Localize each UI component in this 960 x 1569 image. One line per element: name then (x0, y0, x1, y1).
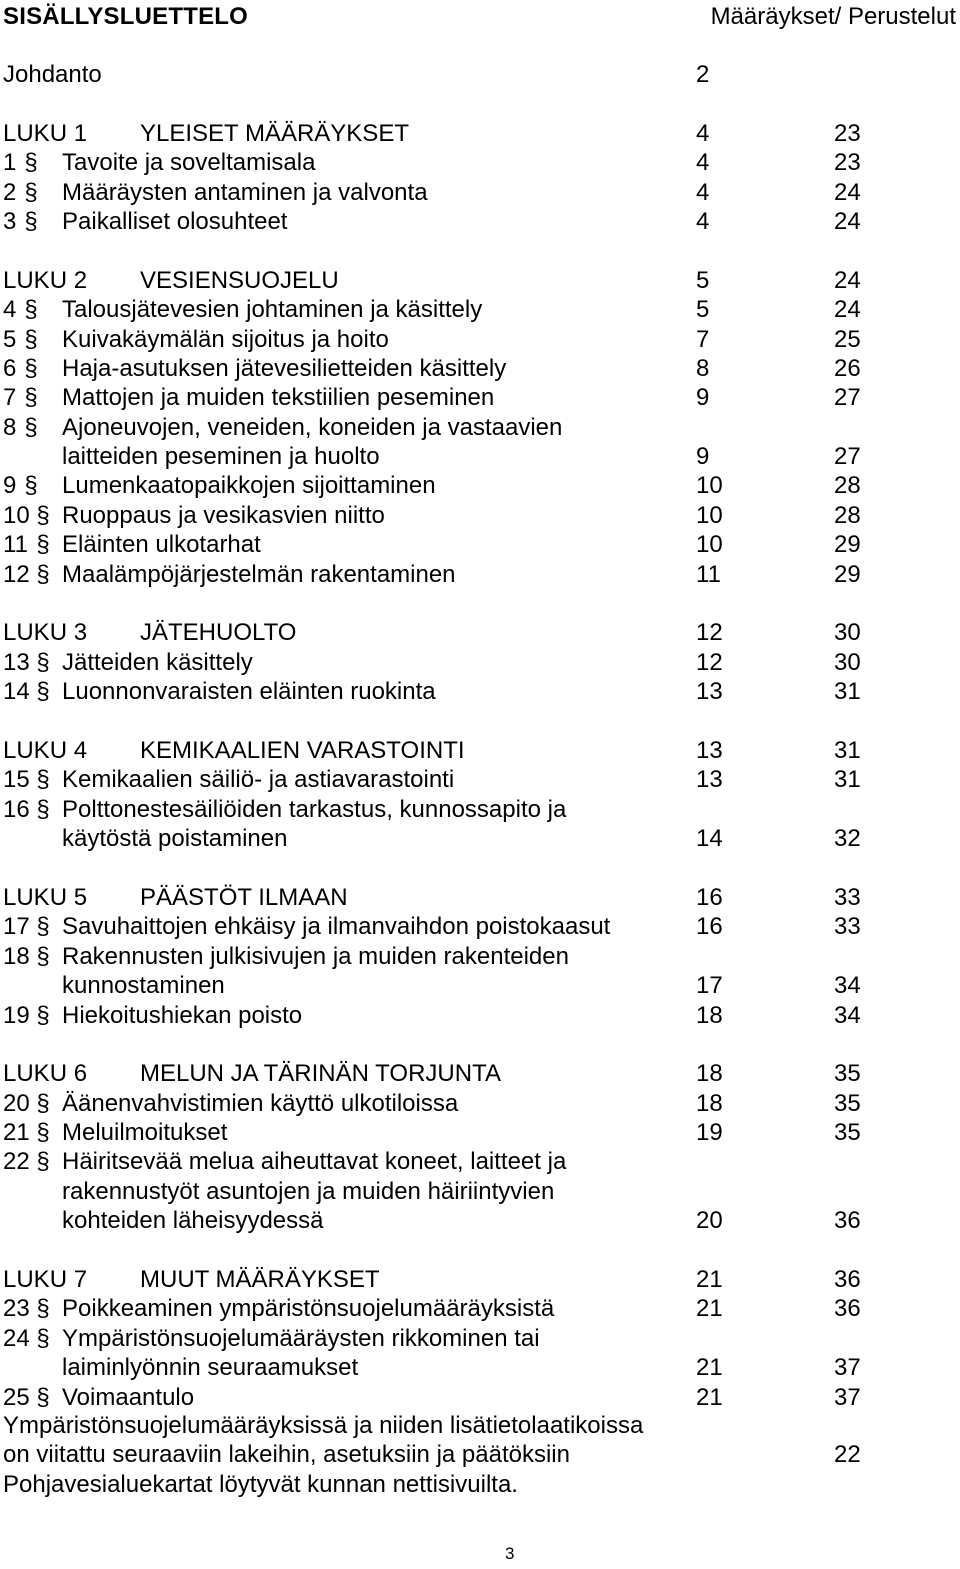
section-title: kunnostaminen (62, 972, 225, 1000)
section-title: rakennustyöt asuntojen ja muiden häiriintyvien (62, 1177, 555, 1205)
section-title: kohteiden läheisyydessä (62, 1207, 324, 1235)
section-sign-icon: § (24, 325, 38, 353)
section-title: Poikkeaminen ympäristönsuojelumääräyksistä (62, 1295, 555, 1323)
section-title: Kuivakäymälän sijoitus ja hoito (62, 325, 389, 353)
section-row (0, 1147, 960, 1176)
footer-note (3, 1411, 903, 1499)
section-sign-icon: § (36, 1119, 50, 1147)
page-title: SISÄLLYSLUETTELO (3, 3, 249, 30)
rationale-page: 30 (834, 648, 861, 676)
chapter-title: YLEISET MÄÄRÄYKSET (140, 119, 409, 147)
section-number: 23 (3, 1295, 30, 1323)
section-title: Jätteiden käsittely (62, 648, 253, 676)
toc-header (0, 0, 960, 34)
section-row (0, 413, 960, 442)
chapter-title: MELUN JA TÄRINÄN TORJUNTA (140, 1060, 501, 1088)
section-row (0, 912, 960, 941)
chapter-row (0, 266, 960, 295)
section-row (0, 795, 960, 824)
section-row (0, 1089, 960, 1118)
section-row (0, 325, 960, 354)
rationale-page: 34 (834, 972, 861, 1000)
section-row (0, 1383, 960, 1412)
chapter-label: LUKU 1 (3, 119, 88, 147)
rationale-page: 28 (834, 501, 861, 529)
section-title: Ruoppaus ja vesikasvien niitto (62, 501, 385, 529)
section-number: 9 (3, 472, 17, 500)
section-sign-icon: § (36, 501, 50, 529)
rationale-page: 35 (834, 1119, 861, 1147)
section-spacer (0, 89, 960, 118)
rationale-page: 31 (834, 678, 861, 706)
section-row (0, 207, 960, 236)
section-number: 16 (3, 795, 30, 823)
section-title: laitteiden peseminen ja huolto (62, 443, 380, 471)
regulation-page: 14 (696, 825, 723, 853)
section-title: Luonnonvaraisten eläinten ruokinta (62, 678, 436, 706)
regulation-page: 16 (696, 883, 723, 911)
section-row (0, 1118, 960, 1147)
section-sign-icon: § (36, 1148, 50, 1176)
section-row (0, 354, 960, 383)
section-title: Rakennusten julkisivujen ja muiden rakenteiden (62, 942, 569, 970)
chapter-label: LUKU 7 (3, 1266, 88, 1294)
rationale-page: 30 (834, 619, 861, 647)
regulation-page: 7 (696, 325, 710, 353)
section-row (0, 530, 960, 559)
section-row (0, 148, 960, 177)
section-sign-icon: § (24, 354, 38, 382)
chapter-label: LUKU 6 (3, 1060, 88, 1088)
section-number: 4 (3, 296, 17, 324)
rationale-page: 37 (834, 1354, 861, 1382)
regulation-page: 21 (696, 1266, 723, 1294)
regulation-page: 13 (696, 766, 723, 794)
section-title: Hiekoitushiekan poisto (62, 1001, 303, 1029)
section-title: Tavoite ja soveltamisala (62, 149, 316, 177)
section-number: 24 (3, 1324, 30, 1352)
chapter-label: LUKU 3 (3, 619, 88, 647)
chapter-row (0, 883, 960, 912)
section-row (0, 471, 960, 500)
section-number: 22 (3, 1148, 30, 1176)
rationale-page: 31 (834, 736, 861, 764)
section-row (0, 942, 960, 971)
section-number: 5 (3, 325, 17, 353)
chapter-label: LUKU 2 (3, 266, 88, 294)
section-sign-icon: § (24, 472, 38, 500)
section-sign-icon: § (24, 149, 38, 177)
section-row-continuation (0, 1206, 960, 1235)
section-title: Meluilmoitukset (62, 1119, 228, 1147)
section-row-continuation (0, 1177, 960, 1206)
regulation-page: 21 (696, 1354, 723, 1382)
regulation-page: 2 (696, 61, 710, 88)
section-number: 17 (3, 913, 30, 941)
table-of-contents (0, 60, 960, 1412)
section-title: Eläinten ulkotarhat (62, 531, 261, 559)
section-row-continuation (0, 971, 960, 1000)
section-title: Ympäristönsuojelumääräysten rikkominen tai (62, 1324, 540, 1352)
section-title: Määräysten antaminen ja valvonta (62, 178, 428, 206)
rationale-page: 36 (834, 1207, 861, 1235)
section-title: laiminlyönnin seuraamukset (62, 1354, 359, 1382)
section-sign-icon: § (24, 178, 38, 206)
rationale-page: 24 (834, 178, 861, 206)
section-title: Lumenkaatopaikkojen sijoittaminen (62, 472, 436, 500)
section-number: 10 (3, 501, 30, 529)
regulation-page: 9 (696, 443, 710, 471)
section-row (0, 677, 960, 706)
section-title: käytöstä poistaminen (62, 825, 288, 853)
chapter-title: KEMIKAALIEN VARASTOINTI (140, 736, 465, 764)
section-sign-icon: § (36, 1295, 50, 1323)
regulation-page: 5 (696, 296, 710, 324)
regulation-page: 4 (696, 178, 710, 206)
regulation-page: 21 (696, 1295, 723, 1323)
section-sign-icon: § (24, 384, 38, 412)
section-sign-icon: § (36, 560, 50, 588)
footer-note-page: 22 (834, 1441, 861, 1469)
section-number: 3 (3, 207, 17, 235)
rationale-page: 23 (834, 149, 861, 177)
regulation-page: 21 (696, 1383, 723, 1411)
regulation-page: 18 (696, 1001, 723, 1029)
chapter-label: LUKU 4 (3, 736, 88, 764)
section-sign-icon: § (36, 1089, 50, 1117)
section-spacer (0, 854, 960, 883)
section-sign-icon: § (36, 766, 50, 794)
regulation-page: 16 (696, 913, 723, 941)
regulation-page: 4 (696, 119, 710, 147)
regulation-page: 19 (696, 1119, 723, 1147)
regulation-page: 10 (696, 472, 723, 500)
rationale-page: 27 (834, 384, 861, 412)
section-number: 2 (3, 178, 17, 206)
section-row (0, 560, 960, 589)
page-number: 3 (505, 1544, 515, 1563)
regulation-page: 12 (696, 648, 723, 676)
section-sign-icon: § (36, 913, 50, 941)
section-number: 15 (3, 766, 30, 794)
section-number: 1 (3, 149, 17, 177)
rationale-page: 27 (834, 443, 861, 471)
toc-row-intro (0, 60, 960, 89)
rationale-page: 37 (834, 1383, 861, 1411)
section-title: Savuhaittojen ehkäisy ja ilmanvaihdon poistokaasut (62, 913, 611, 941)
section-number: 18 (3, 942, 30, 970)
section-number: 14 (3, 678, 30, 706)
regulation-page: 4 (696, 149, 710, 177)
chapter-row (0, 119, 960, 148)
section-title: Voimaantulo (62, 1383, 195, 1411)
regulation-page: 11 (696, 560, 721, 588)
section-title: Kemikaalien säiliö- ja astiavarastointi (62, 766, 455, 794)
section-number: 8 (3, 413, 17, 441)
section-sign-icon: § (36, 1324, 50, 1352)
section-row (0, 1001, 960, 1030)
section-sign-icon: § (24, 207, 38, 235)
rationale-page: 34 (834, 1001, 861, 1029)
chapter-title: JÄTEHUOLTO (140, 619, 297, 647)
section-spacer (0, 589, 960, 618)
regulation-page: 8 (696, 354, 710, 382)
section-sign-icon: § (36, 795, 50, 823)
section-number: 25 (3, 1383, 30, 1411)
section-row (0, 501, 960, 530)
regulation-page: 18 (696, 1089, 723, 1117)
section-title: Ajoneuvojen, veneiden, koneiden ja vastaavien (62, 413, 563, 441)
rationale-page: 24 (834, 207, 861, 235)
rationale-page: 28 (834, 472, 861, 500)
rationale-page: 24 (834, 266, 861, 294)
section-number: 21 (3, 1119, 30, 1147)
section-row-continuation (0, 1353, 960, 1382)
rationale-page: 33 (834, 913, 861, 941)
section-row (0, 178, 960, 207)
regulation-page: 9 (696, 384, 710, 412)
rationale-page: 35 (834, 1060, 861, 1088)
section-number: 7 (3, 384, 17, 412)
section-number: 6 (3, 354, 17, 382)
rationale-page: 32 (834, 825, 861, 853)
section-title: Mattojen ja muiden tekstiilien peseminen (62, 384, 495, 412)
section-spacer (0, 236, 960, 265)
regulation-page: 5 (696, 266, 710, 294)
footer-note-line: Ympäristönsuojelumääräyksissä ja niiden lisätietolaatikoissa (3, 1412, 644, 1439)
section-number: 13 (3, 648, 30, 676)
section-row (0, 295, 960, 324)
section-sign-icon: § (36, 678, 50, 706)
chapter-row (0, 736, 960, 765)
chapter-title: MUUT MÄÄRÄYKSET (140, 1266, 380, 1294)
section-title: Äänenvahvistimien käyttö ulkotiloissa (62, 1089, 459, 1117)
chapter-label: LUKU 5 (3, 883, 88, 911)
rationale-page: 35 (834, 1089, 861, 1117)
chapter-row (0, 1059, 960, 1088)
section-sign-icon: § (36, 1001, 50, 1029)
regulation-page: 20 (696, 1207, 723, 1235)
section-number: 12 (3, 560, 30, 588)
rationale-page: 36 (834, 1266, 861, 1294)
section-number: 11 (3, 531, 28, 559)
regulation-page: 18 (696, 1060, 723, 1088)
chapter-title: PÄÄSTÖT ILMAAN (140, 883, 348, 911)
section-number: 19 (3, 1001, 30, 1029)
footer-note-line: on viitattu seuraaviin lakeihin, asetuksiin ja päätöksiin 22 (3, 1441, 861, 1469)
section-title: Maalämpöjärjestelmän rakentaminen (62, 560, 456, 588)
regulation-page: 17 (696, 972, 723, 1000)
regulation-page: 10 (696, 501, 723, 529)
chapter-row (0, 1265, 960, 1294)
footer-note-line: Pohjavesialuekartat löytyvät kunnan nettisivuilta. (3, 1470, 518, 1498)
section-title: Paikalliset olosuhteet (62, 207, 288, 235)
section-row (0, 1294, 960, 1323)
rationale-page: 23 (834, 119, 861, 147)
regulation-page: 10 (696, 531, 723, 559)
section-title: Häiritsevää melua aiheuttavat koneet, laitteet ja (62, 1148, 567, 1176)
section-sign-icon: § (36, 648, 50, 676)
column-header-regulations-rationale: Määräykset/ Perustelut (710, 3, 956, 30)
section-sign-icon: § (36, 942, 50, 970)
section-title: Polttonestesäiliöiden tarkastus, kunnossapito ja (62, 795, 567, 823)
rationale-page: 31 (834, 766, 861, 794)
regulation-page: 12 (696, 619, 723, 647)
section-row (0, 648, 960, 677)
section-sign-icon: § (36, 531, 50, 559)
chapter-row (0, 618, 960, 647)
rationale-page: 33 (834, 883, 861, 911)
rationale-page: 29 (834, 531, 861, 559)
section-spacer (0, 1236, 960, 1265)
section-row (0, 1324, 960, 1353)
section-row (0, 383, 960, 412)
section-sign-icon: § (24, 413, 38, 441)
regulation-page: 4 (696, 207, 710, 235)
section-spacer (0, 707, 960, 736)
section-title: Haja-asutuksen jätevesilietteiden käsittely (62, 354, 507, 382)
rationale-page: 36 (834, 1295, 861, 1323)
section-sign-icon: § (24, 296, 38, 324)
regulation-page: 13 (696, 736, 723, 764)
rationale-page: 26 (834, 354, 861, 382)
rationale-page: 29 (834, 560, 861, 588)
regulation-page: 13 (696, 678, 723, 706)
section-row-continuation (0, 442, 960, 471)
section-title: Talousjätevesien johtaminen ja käsittely (62, 296, 483, 324)
section-row (0, 765, 960, 794)
intro-label: Johdanto (3, 61, 102, 88)
section-row-continuation (0, 824, 960, 853)
section-spacer (0, 1030, 960, 1059)
rationale-page: 25 (834, 325, 861, 353)
rationale-page: 24 (834, 296, 861, 324)
section-sign-icon: § (36, 1383, 50, 1411)
chapter-title: VESIENSUOJELU (140, 266, 339, 294)
section-number: 20 (3, 1089, 30, 1117)
